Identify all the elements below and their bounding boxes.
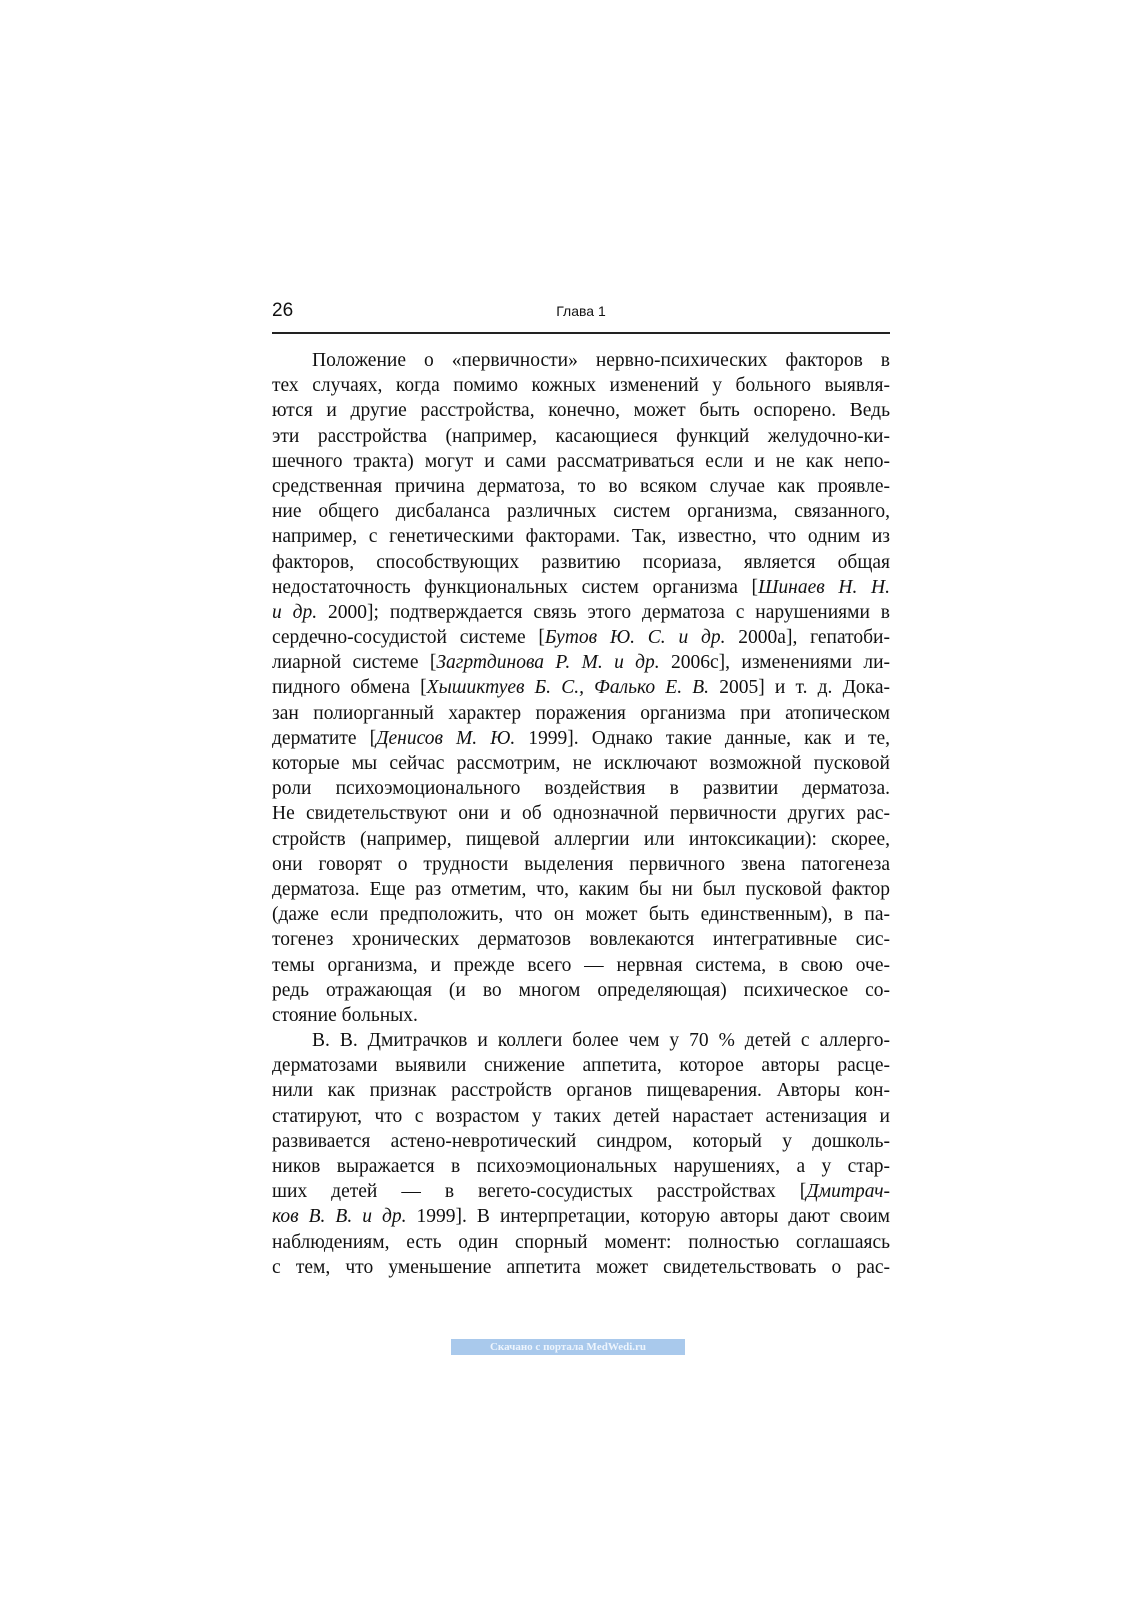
page-header [272,298,890,334]
text-line: редь отражающая (и во многом определяющая) психическое со- [272,979,890,1001]
text-segment: ших детей — в вегето-сосудистых расстройствах [ [272,1181,807,1203]
text-segment: 2000a], гепатоби- [725,627,890,649]
text-line: тех случаях, когда помимо кожных изменений у больного выявля- [272,375,890,397]
text-line: нили как признак расстройств органов пищеварения. Авторы кон- [272,1080,890,1102]
text-line: статируют, что с возрастом у таких детей нарастает астенизация и [272,1105,890,1127]
text-line: стояние больных. [272,1004,418,1026]
text-line [272,625,890,650]
text-line [272,600,890,625]
body-text [272,348,890,1280]
text-line [272,675,890,700]
text-line: тогенез хронических дерматозов вовлекаются интегративные сис- [272,929,890,951]
text-line: зан полиорганный характер поражения организма при атопическом [272,702,890,724]
text-line [272,726,890,751]
text-line: которые мы сейчас рассмотрим, не исключают возможной пусковой [272,753,890,774]
citation-author: и др. [272,601,318,623]
text-line: эти расстройства (например, касающиеся функций желудочно-ки- [272,425,890,447]
text-segment: сердечно-сосудистой системе [ [272,627,545,649]
citation-author: Шинаев Н. Н. [758,576,890,598]
text-line: например, с генетическими факторами. Так, известно, что одним из [272,526,890,548]
text-line [272,575,890,600]
text-line: Положение о «первичности» нервно-психических факторов в [312,350,890,371]
text-line [272,1179,890,1204]
text-segment: 2000]; подтверждается связь этого дерматоза с нарушениями в [317,601,891,623]
text-segment: дерматите [ [272,727,377,749]
text-line: Не свидетельствуют они и об однозначной первичности других рас- [272,803,890,825]
watermark-banner: Скачано с портала MedWedi.ru [451,1339,685,1355]
citation-author: Бутов Ю. С. и др. [544,627,726,649]
running-head: Глава 1 [556,303,606,319]
text-segment: пидного обмена [ [272,677,427,699]
text-line: дерматозами выявили снижение аппетита, которое авторы расце- [272,1055,890,1077]
text-line: ние общего дисбаланса различных систем организма, связанного, [272,501,890,523]
text-line: они говорят о трудности выделения первичного звена патогенеза [272,853,890,875]
text-segment: недостаточность функциональных систем организма [ [272,576,759,598]
text-line: факторов, способствующих развитию псориаза, является общая [272,551,890,573]
text-segment: 1999]. В интерпретации, которую авторы дают своим [406,1206,891,1228]
text-line: В. В. Дмитрачков и коллеги более чем у 70 % детей с аллерго- [312,1030,890,1052]
citation-author: Загртдинова Р. М. и др. [436,652,660,674]
text-line: стройств (например, пищевой аллергии или интоксикации): скорее, [272,828,890,850]
text-line: ников выражается в психоэмоциональных нарушениях, а у стар- [272,1156,890,1177]
text-line: шечного тракта) могут и сами рассматриваться если и не как непо- [272,450,890,472]
text-line: роли психоэмоционального воздействия в развитии дерматоза. [272,778,890,800]
text-segment: 2005] и т. д. Дока- [709,677,890,699]
citation-author: Хышиктуев Б. С., Фалько Е. В. [426,677,710,699]
text-line: дерматоза. Еще раз отметим, что, каким бы ни был пусковой фактор [272,878,890,900]
text-segment: лиарной системе [ [272,652,437,674]
text-line: средственная причина дерматоза, то во всяком случае как проявле- [272,475,890,497]
citation-author: ков В. В. и др. [272,1206,407,1228]
page-number: 26 [272,300,294,321]
text-segment: 1999]. Однако такие данные, как и те, [515,727,890,749]
text-line [272,650,890,675]
text-line: ются и другие расстройства, конечно, может быть оспорено. Ведь [272,400,890,422]
text-line: темы организма, и прежде всего — нервная система, в свою оче- [272,954,890,976]
text-line: (даже если предположить, что он может быть единственным), в па- [272,904,890,926]
text-segment: 2006c], изменениями ли- [659,652,890,674]
citation-author: Дмитрач- [806,1181,890,1203]
text-line: с тем, что уменьшение аппетита может свидетельствовать о рас- [272,1256,890,1278]
text-line [272,1204,890,1229]
text-line: наблюдениям, есть один спорный момент: полностью соглашаясь [272,1231,890,1253]
citation-author: Денисов М. Ю. [376,727,516,749]
text-line: развивается астено-невротический синдром, который у дошколь- [272,1130,890,1152]
